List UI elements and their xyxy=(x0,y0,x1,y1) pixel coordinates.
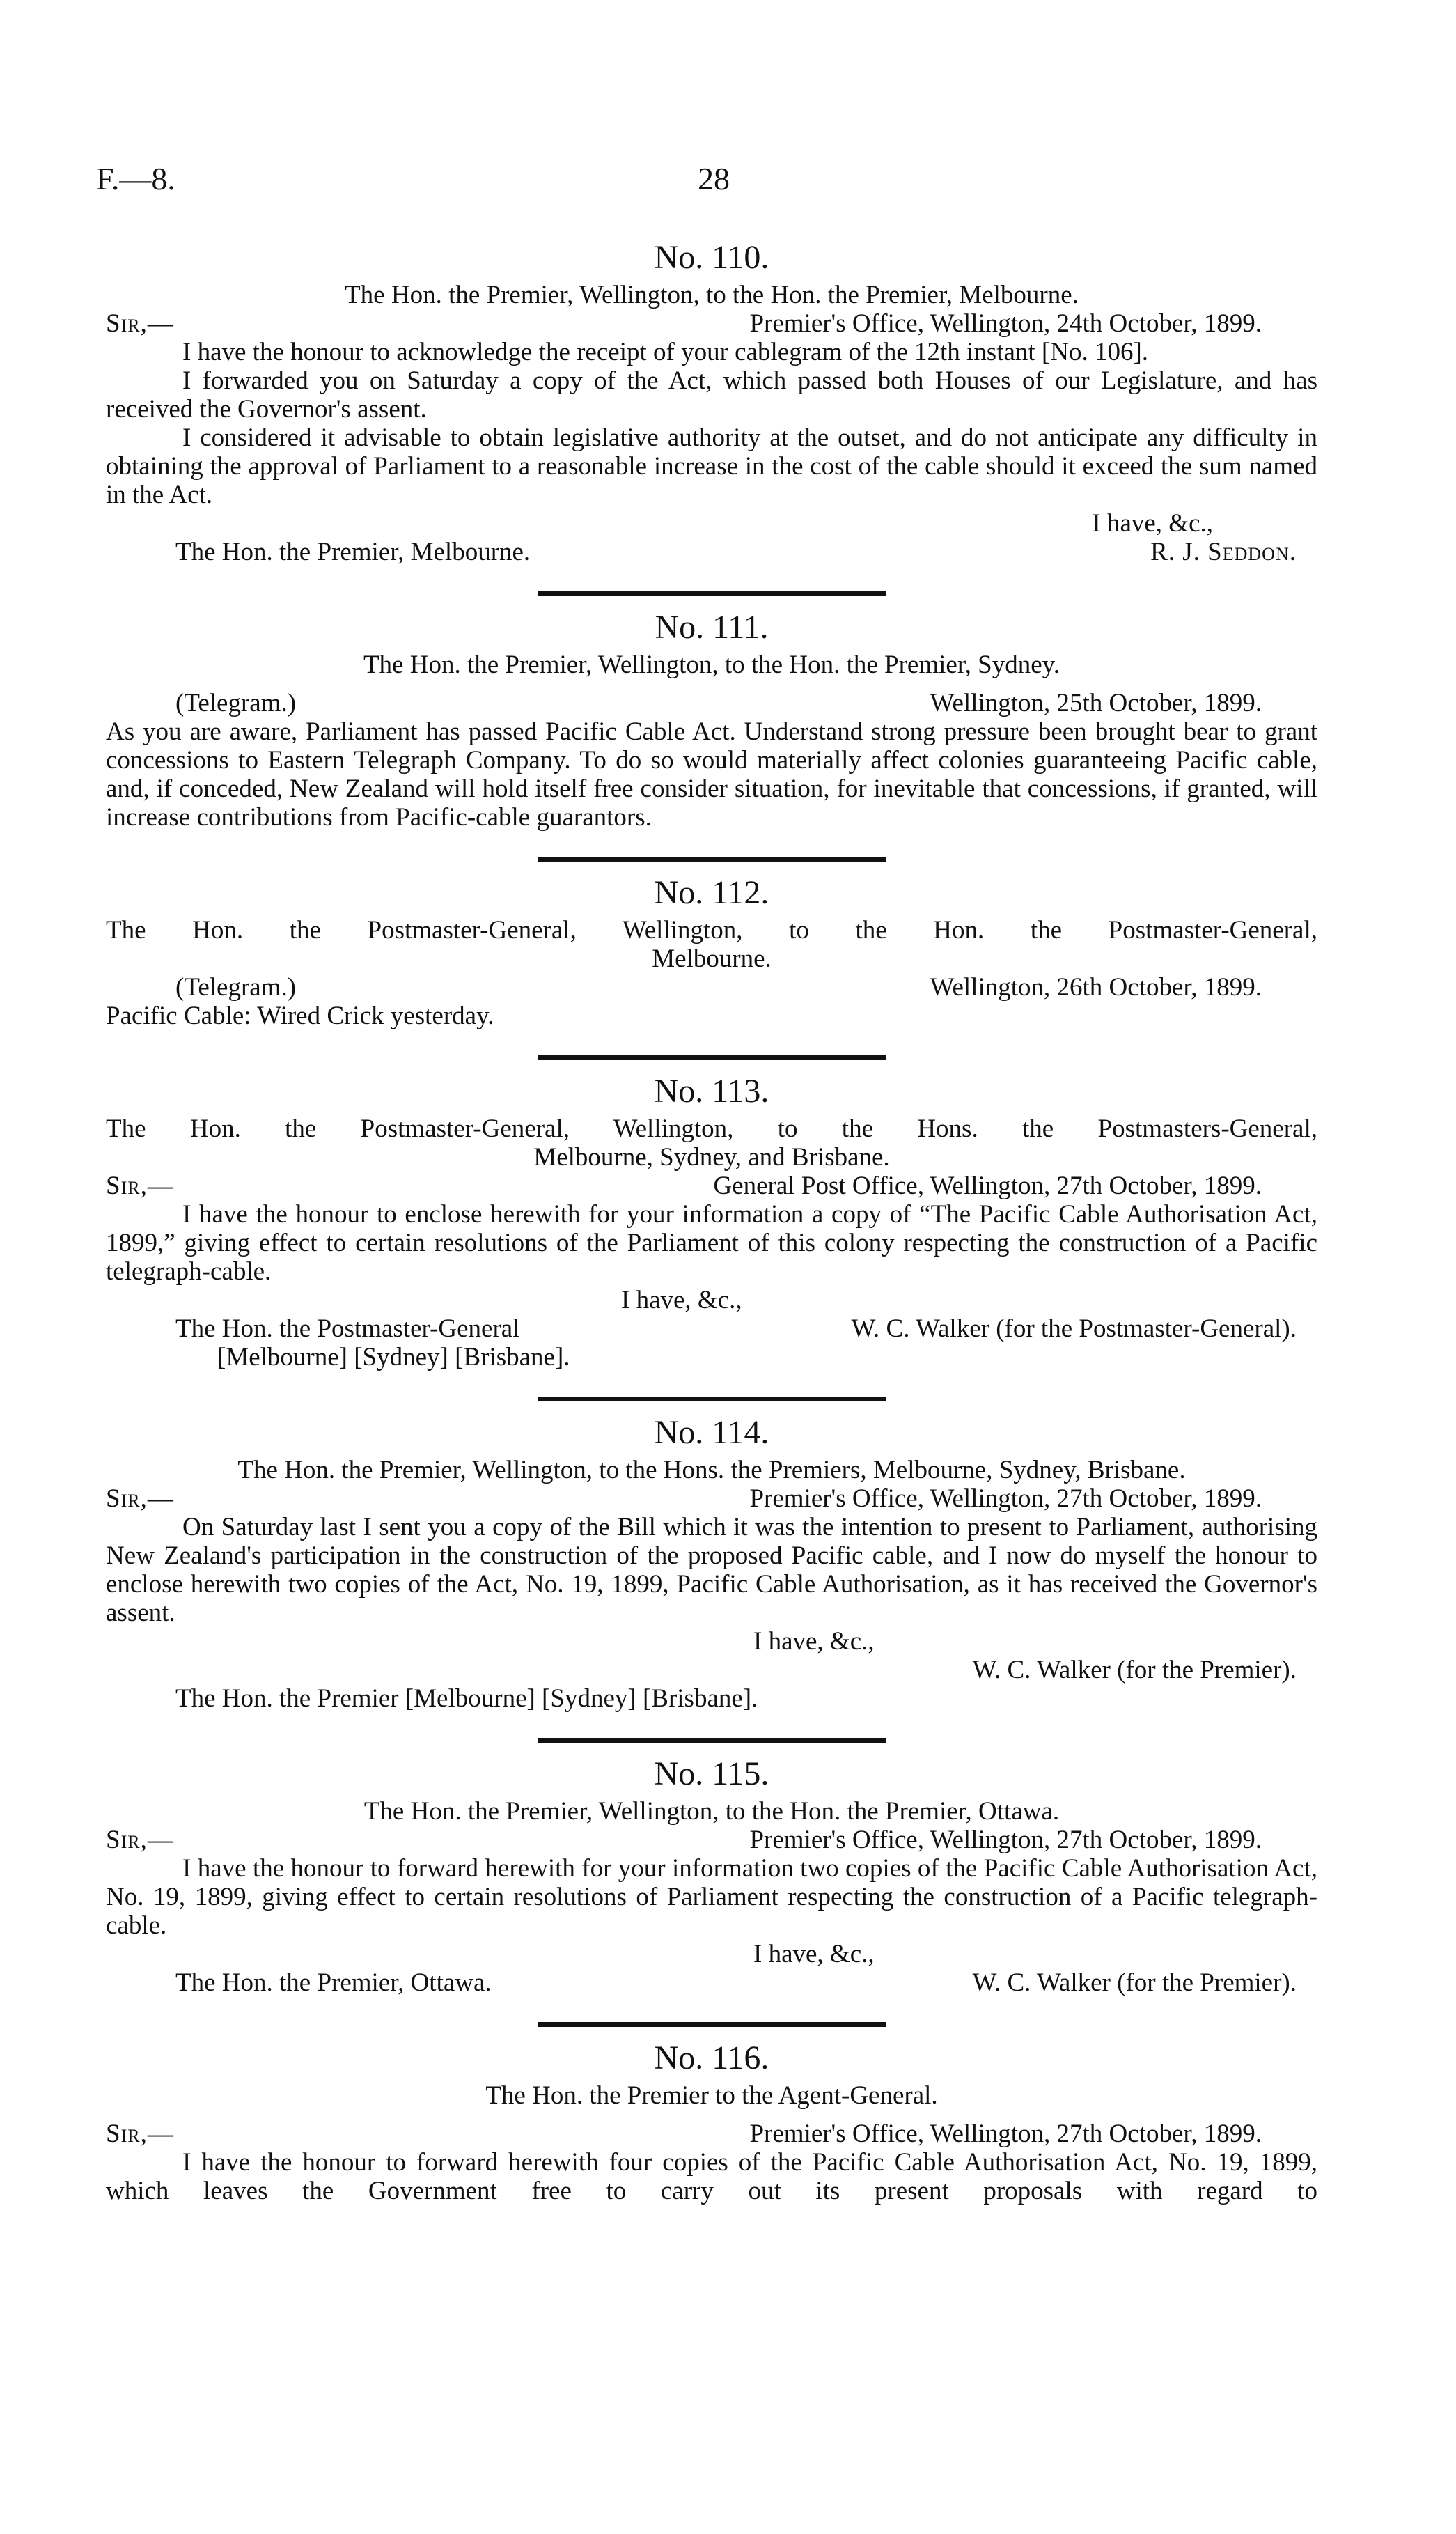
section-number: No. 111. xyxy=(655,609,769,646)
salutation-row xyxy=(106,2120,1317,2148)
signature: W. C. Walker (for the Premier). xyxy=(972,1656,1297,1684)
dateline: Premier's Office, Wellington, 27th October, 1899. xyxy=(749,2120,1262,2148)
letter-115 xyxy=(106,1755,1317,1997)
addressee: The Hon. the Premier, Ottawa. xyxy=(175,1968,492,1997)
letter-111 xyxy=(106,609,1317,832)
closing: I have, &c., xyxy=(753,1627,875,1656)
salutation-row xyxy=(106,309,1317,338)
paragraph: As you are aware, Parliament has passed Pacific Cable Act. Understand strong pressure been brought bear to grant concessions to Eastern Telegraph Company. To do so would materially affect colonies guaranteeing Pacific cable, and, if conceded, New Zealand will hold itself free consider situation, for inevitable that concessions, if granted, will increase contributions from Pacific-cable guarantors. xyxy=(106,717,1317,832)
salutation: Sir,— xyxy=(106,1172,174,1200)
section-title: The Hon. the Postmaster-General, Wellington, to the Hon. the Postmaster-General, xyxy=(106,916,1317,945)
section-title-continued: Melbourne. xyxy=(652,945,772,973)
signature: W. C. Walker (for the Premier). xyxy=(972,1968,1297,1997)
letter-114 xyxy=(106,1414,1317,1713)
dateline: Premier's Office, Wellington, 27th October, 1899. xyxy=(749,1484,1262,1513)
paragraph: Pacific Cable: Wired Crick yesterday. xyxy=(106,1002,494,1030)
section-number: No. 110. xyxy=(654,239,769,276)
signature: W. C. Walker (for the Postmaster-General). xyxy=(851,1314,1297,1343)
addressee-places: [Melbourne] [Sydney] [Brisbane]. xyxy=(217,1343,570,1371)
telegram-label: (Telegram.) xyxy=(175,973,297,1002)
section-number: No. 114. xyxy=(654,1414,769,1451)
salutation-row xyxy=(106,1172,1317,1200)
paragraph: I have the honour to enclose herewith for your information a copy of “The Pacific Cable Authorisation Act, 1899,” giving effect to certain resolutions of the Parliament of this colony respecting the construction of a Pacific telegraph-cable. xyxy=(106,1200,1317,1286)
telegram-row xyxy=(106,973,1317,1002)
dateline: Wellington, 26th October, 1899. xyxy=(930,973,1262,1002)
letter-113 xyxy=(106,1073,1317,1371)
section-number: No. 116. xyxy=(654,2039,769,2076)
signature-row xyxy=(106,538,1317,566)
salutation-row xyxy=(106,1484,1317,1513)
page-number: 28 xyxy=(698,161,730,196)
salutation: Sir,— xyxy=(106,1484,174,1513)
paragraph: On Saturday last I sent you a copy of the Bill which it was the intention to present to Parliament, authorising New Zealand's participation in the construction of the proposed Pacific cable, and I now do myself the honour to enclose herewith two copies of the Act, No. 19, 1899, Pacific Cable Authorisation, as it has received the Governor's assent. xyxy=(106,1513,1317,1627)
telegram-row xyxy=(106,689,1317,717)
section-divider xyxy=(538,857,886,862)
dateline: Premier's Office, Wellington, 24th October, 1899. xyxy=(749,309,1262,338)
section-title: The Hon. the Premier, Wellington, to the Hon. the Premier, Sydney. xyxy=(363,651,1060,679)
paragraph: I have the honour to forward herewith for your information two copies of the Pacific Cable Authorisation Act, No. 19, 1899, giving effect to certain resolutions of Parliament respecting the construction of a Pacific telegraph-cable. xyxy=(106,1854,1317,1940)
signature-row xyxy=(106,1314,1317,1343)
section-title-continued: Melbourne, Sydney, and Brisbane. xyxy=(533,1143,890,1172)
addressee: The Hon. the Premier [Melbourne] [Sydney] [Brisbane]. xyxy=(175,1684,758,1713)
paragraph: I have the honour to forward herewith four copies of the Pacific Cable Authorisation Act, No. 19, 1899, which leaves the Government free to carry out its present proposals with regard to xyxy=(106,2148,1317,2205)
paragraph: I considered it advisable to obtain legislative authority at the outset, and do not anticipate any difficulty in obtaining the approval of Parliament to a reasonable increase in the cost of the cable should it exceed the sum named in the Act. xyxy=(106,423,1317,509)
dateline: Wellington, 25th October, 1899. xyxy=(930,689,1262,717)
letter-112 xyxy=(106,874,1317,1030)
section-divider xyxy=(538,1397,886,1401)
dateline: Premier's Office, Wellington, 27th October, 1899. xyxy=(749,1826,1262,1854)
salutation: Sir,— xyxy=(106,309,174,338)
section-title: The Hon. the Postmaster-General, Wellington, to the Hons. the Postmasters-General, xyxy=(106,1114,1317,1143)
paragraph: I forwarded you on Saturday a copy of the Act, which passed both Houses of our Legislature, and has received the Governor's assent. xyxy=(106,366,1317,423)
closing: I have, &c., xyxy=(753,1940,875,1968)
signature: R. J. Seddon. xyxy=(1150,538,1297,566)
section-divider xyxy=(538,1738,886,1743)
section-title: The Hon. the Premier, Wellington, to the Hon. the Premier, Ottawa. xyxy=(363,1797,1060,1826)
paragraph: I have the honour to acknowledge the receipt of your cablegram of the 12th instant [No. 106]. xyxy=(182,338,1149,366)
document-reference: F.—8. xyxy=(96,161,175,196)
section-title: The Hon. the Premier to the Agent-General. xyxy=(485,2081,938,2110)
signature-row xyxy=(106,1968,1317,1997)
section-divider xyxy=(538,1055,886,1060)
letter-116 xyxy=(106,2039,1317,2205)
letter-110 xyxy=(106,239,1317,566)
salutation: Sir,— xyxy=(106,2120,174,2148)
telegram-label: (Telegram.) xyxy=(175,689,297,717)
addressee: The Hon. the Premier, Melbourne. xyxy=(175,538,531,566)
section-divider xyxy=(538,2022,886,2027)
dateline: General Post Office, Wellington, 27th October, 1899. xyxy=(713,1172,1262,1200)
section-number: No. 113. xyxy=(654,1073,769,1110)
page-header xyxy=(0,160,1456,202)
section-title: The Hon. the Premier, Wellington, to the Hon. the Premier, Melbourne. xyxy=(345,281,1079,309)
section-divider xyxy=(538,591,886,596)
section-number: No. 115. xyxy=(654,1755,769,1792)
closing: I have, &c., xyxy=(1092,509,1213,538)
salutation: Sir,— xyxy=(106,1826,174,1854)
salutation-row xyxy=(106,1826,1317,1854)
closing: I have, &c., xyxy=(621,1286,742,1314)
section-title: The Hon. the Premier, Wellington, to the Hons. the Premiers, Melbourne, Sydney, Brisbane. xyxy=(237,1456,1186,1484)
page-content xyxy=(106,226,1317,2205)
section-number: No. 112. xyxy=(654,874,769,911)
addressee: The Hon. the Postmaster-General xyxy=(175,1314,520,1343)
